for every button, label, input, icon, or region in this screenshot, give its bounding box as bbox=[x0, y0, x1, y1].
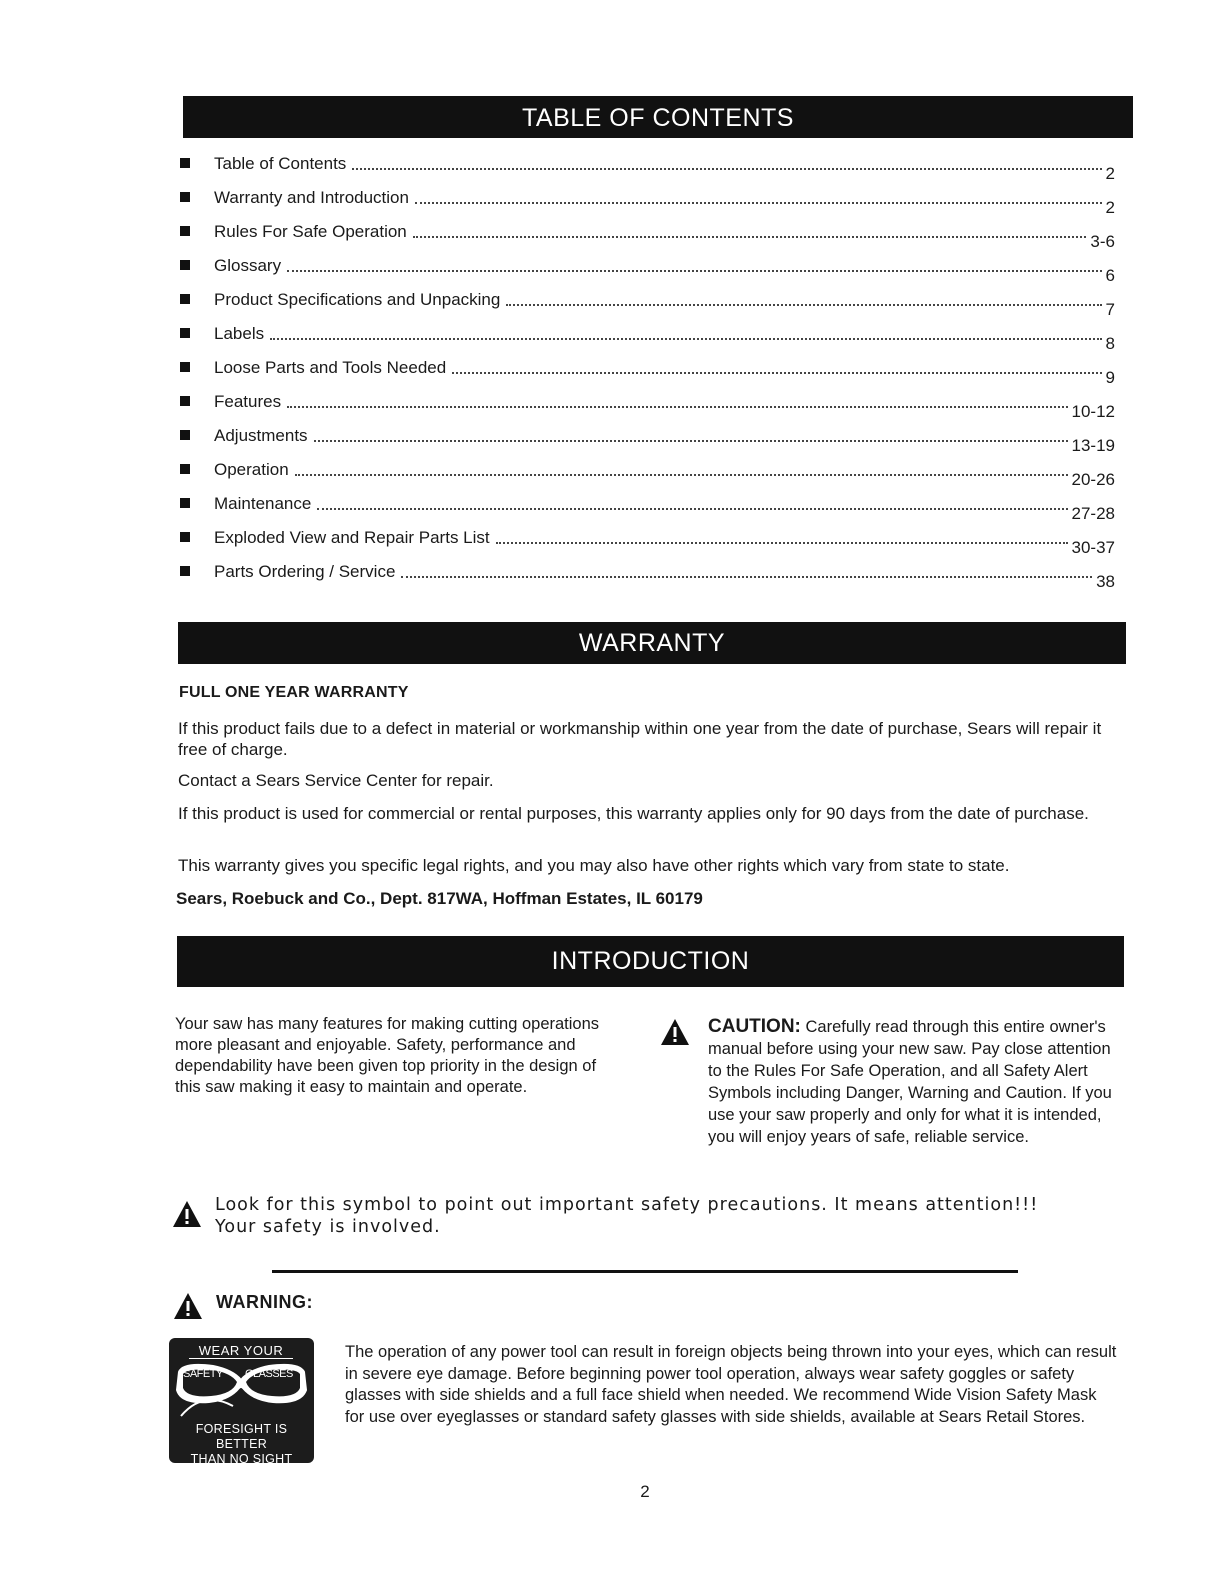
toc-item bbox=[180, 288, 1115, 322]
bullet-icon bbox=[180, 464, 190, 474]
warranty-address: Sears, Roebuck and Co., Dept. 817WA, Hoffman Estates, IL 60179 bbox=[176, 889, 703, 908]
toc-item bbox=[180, 356, 1115, 390]
toc-item-page: 9 bbox=[1105, 368, 1115, 387]
toc-item-title: Adjustments bbox=[214, 426, 308, 445]
toc-list bbox=[180, 152, 1115, 594]
toc-item-title: Loose Parts and Tools Needed bbox=[214, 358, 447, 377]
warning-label: WARNING: bbox=[216, 1292, 313, 1312]
toc-item-title: Table of Contents bbox=[214, 154, 347, 173]
dot-leader bbox=[352, 168, 1101, 170]
bullet-icon bbox=[180, 294, 190, 304]
warning-triangle-icon bbox=[172, 1292, 204, 1320]
introduction-heading: INTRODUCTION bbox=[177, 936, 1124, 987]
badge-bottom-text bbox=[169, 1422, 314, 1463]
dot-leader bbox=[496, 542, 1068, 544]
bullet-icon bbox=[180, 362, 190, 372]
dot-leader bbox=[401, 576, 1092, 578]
page-number: 2 bbox=[640, 1482, 650, 1501]
divider bbox=[272, 1270, 1018, 1273]
toc-heading: TABLE OF CONTENTS bbox=[183, 96, 1133, 138]
toc-item-title: Features bbox=[214, 392, 282, 411]
toc-item-page: 7 bbox=[1105, 300, 1115, 319]
bullet-icon bbox=[180, 328, 190, 338]
toc-item-page: 27-28 bbox=[1071, 504, 1115, 523]
toc-item bbox=[180, 390, 1115, 424]
toc-item bbox=[180, 424, 1115, 458]
toc-item bbox=[180, 560, 1115, 594]
toc-item-page: 2 bbox=[1105, 164, 1115, 183]
toc-item bbox=[180, 526, 1115, 560]
bullet-icon bbox=[180, 158, 190, 168]
toc-item-page: 13-19 bbox=[1071, 436, 1115, 455]
toc-item-page: 8 bbox=[1105, 334, 1115, 353]
bullet-icon bbox=[180, 226, 190, 236]
toc-item-page: 3-6 bbox=[1090, 232, 1115, 251]
bullet-icon bbox=[180, 192, 190, 202]
toc-item bbox=[180, 186, 1115, 220]
badge-bottom-line: FORESIGHT IS BETTER bbox=[195, 1422, 288, 1451]
warranty-paragraph: If this product is used for commercial or rental purposes, this warranty applies only for 90 days from the date of purchase. bbox=[178, 804, 1089, 823]
dot-leader bbox=[287, 270, 1101, 272]
dot-leader bbox=[452, 372, 1101, 374]
toc-item-title: Exploded View and Repair Parts List bbox=[214, 528, 490, 547]
toc-item bbox=[180, 254, 1115, 288]
toc-item bbox=[180, 322, 1115, 356]
dot-leader bbox=[317, 508, 1067, 510]
bullet-icon bbox=[180, 566, 190, 576]
toc-item-page: 10-12 bbox=[1071, 402, 1115, 421]
toc-item-title: Rules For Safe Operation bbox=[214, 222, 407, 241]
dot-leader bbox=[295, 474, 1068, 476]
badge-glasses-word: GLASSES bbox=[245, 1368, 293, 1380]
warning-triangle-icon bbox=[660, 1018, 690, 1046]
toc-item-title: Operation bbox=[214, 460, 289, 479]
toc-item-title: Maintenance bbox=[214, 494, 312, 513]
warranty-paragraph: This warranty gives you specific legal rights, and you may also have other rights which vary from state to state. bbox=[178, 856, 1010, 875]
toc-item-title: Product Specifications and Unpacking bbox=[214, 290, 501, 309]
caution-text: Carefully read through this entire owner's manual before using your new saw. Pay close attention to the Rules For Safe Operation, and all Safety Alert Symbols including Danger, Warning and Caution. If you use your saw properly and only for what it is intended, you will enjoy years of safe, reliable service. bbox=[708, 1018, 1112, 1146]
toc-item bbox=[180, 458, 1115, 492]
toc-item-page: 38 bbox=[1096, 572, 1115, 591]
badge-top-text: WEAR YOUR bbox=[189, 1343, 293, 1359]
toc-item bbox=[180, 220, 1115, 254]
warning-triangle-icon bbox=[172, 1200, 202, 1228]
badge-safety-word: SAFETY bbox=[183, 1368, 223, 1380]
toc-item bbox=[180, 152, 1115, 186]
dot-leader bbox=[413, 236, 1087, 238]
caution-text-block bbox=[708, 1016, 1118, 1148]
toc-item-title: Labels bbox=[214, 324, 265, 343]
toc-item-title: Parts Ordering / Service bbox=[214, 562, 396, 581]
dot-leader bbox=[270, 338, 1101, 340]
bullet-icon bbox=[180, 532, 190, 542]
dot-leader bbox=[415, 202, 1102, 204]
bullet-icon bbox=[180, 260, 190, 270]
warranty-heading: WARRANTY bbox=[178, 622, 1126, 664]
toc-item-title: Glossary bbox=[214, 256, 282, 275]
warranty-paragraph: If this product fails due to a defect in material or workmanship within one year from the date of purchase, Sears will repair it free of charge. bbox=[178, 719, 1102, 759]
caution-label: CAUTION: bbox=[708, 1016, 801, 1037]
dot-leader bbox=[287, 406, 1067, 408]
toc-item bbox=[180, 492, 1115, 526]
toc-item-title: Warranty and Introduction bbox=[214, 188, 409, 207]
toc-item-page: 2 bbox=[1105, 198, 1115, 217]
toc-item-page: 20-26 bbox=[1071, 470, 1115, 489]
safety-glasses-badge bbox=[169, 1338, 314, 1463]
bullet-icon bbox=[180, 498, 190, 508]
warranty-subheading: FULL ONE YEAR WARRANTY bbox=[179, 684, 409, 701]
warranty-paragraph: Contact a Sears Service Center for repair. bbox=[178, 771, 494, 790]
bullet-icon bbox=[180, 430, 190, 440]
dot-leader bbox=[314, 440, 1068, 442]
bullet-icon bbox=[180, 396, 190, 406]
toc-item-page: 30-37 bbox=[1071, 538, 1115, 557]
warning-text: The operation of any power tool can result in foreign objects being thrown into your eyes, which can result in severe eye damage. Before beginning power tool operation, always wear safety goggles or safety glasses with side shields and a full face shield when needed. We recommend Wide Vision Safety Mask for use over eyeglasses or standard safety glasses with side shields, available at Sears Retail Stores. bbox=[345, 1343, 1117, 1426]
dot-leader bbox=[506, 304, 1101, 306]
introduction-body: Your saw has many features for making cutting operations more pleasant and enjoyable. Safety, performance and dependability have been given top priority in the design of this saw making it easy to maintain and operate. bbox=[175, 1015, 600, 1096]
badge-bottom-line: THAN NO SIGHT bbox=[190, 1452, 293, 1463]
warning-heading bbox=[172, 1292, 472, 1322]
toc-item-page: 6 bbox=[1105, 266, 1115, 285]
safety-symbol-text: Look for this symbol to point out important safety precautions. It means attention!!! Your safety is involved. bbox=[215, 1195, 1039, 1237]
